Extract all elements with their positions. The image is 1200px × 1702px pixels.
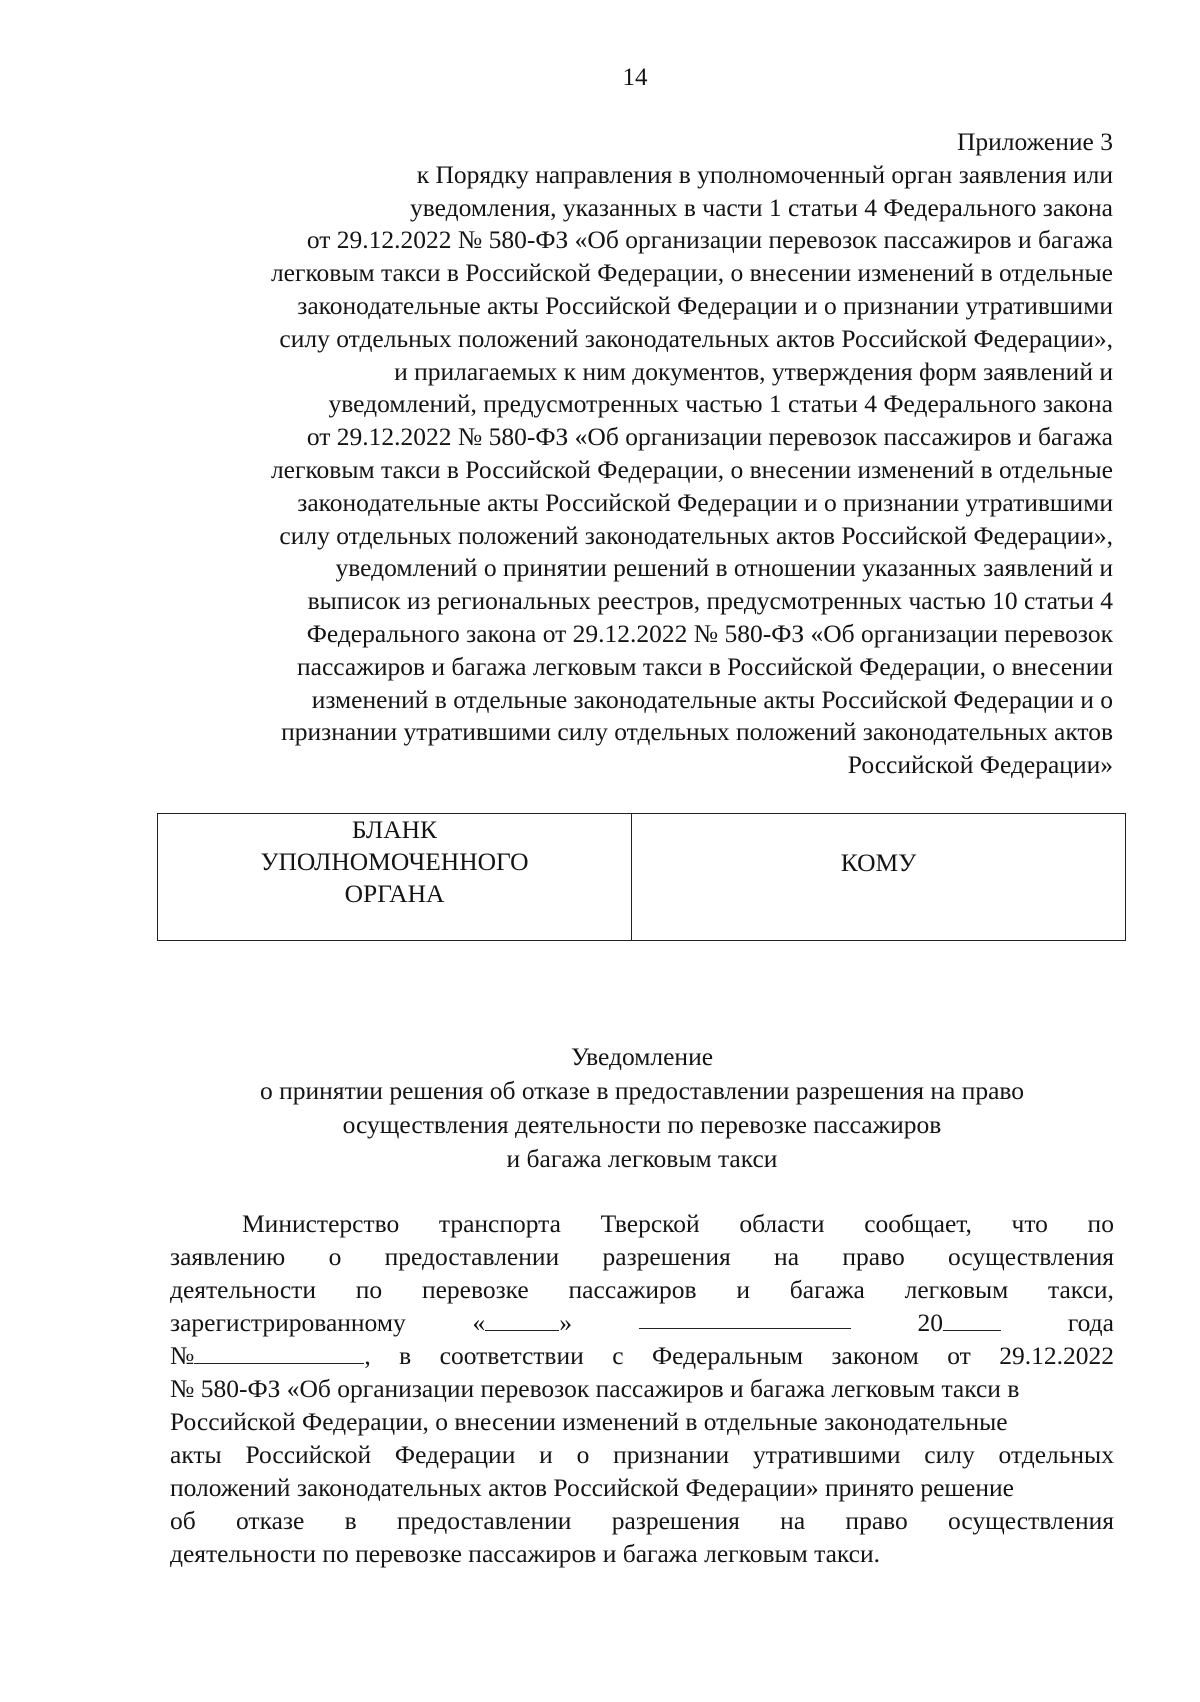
word: по bbox=[1087, 1209, 1114, 1238]
day-blank[interactable] bbox=[485, 1308, 559, 1331]
appendix-line: силу отдельных положений законодательных актов Российской Федерации», bbox=[279, 323, 1113, 353]
body-line bbox=[170, 1504, 1114, 1537]
word: утратившими bbox=[752, 1440, 901, 1469]
word: с bbox=[612, 1341, 624, 1370]
body-paragraph bbox=[170, 1207, 1114, 1570]
word: зарегистрированному bbox=[170, 1308, 406, 1337]
word: перевозке bbox=[421, 1275, 529, 1304]
word: багажа bbox=[789, 1275, 865, 1304]
document-title bbox=[0, 1040, 1200, 1176]
appendix-line: от 29.12.2022 № 580-ФЗ «Об организации перевозок пассажиров и багажа bbox=[306, 225, 1113, 255]
word: осуществления bbox=[948, 1506, 1114, 1535]
word: отдельных bbox=[998, 1440, 1114, 1469]
word: области bbox=[739, 1209, 825, 1238]
year-blank[interactable] bbox=[943, 1308, 1001, 1331]
word: и bbox=[736, 1275, 751, 1304]
word: сообщает, bbox=[864, 1209, 972, 1238]
line-text: положений законодательных актов Российской Федерации» принято решение bbox=[170, 1473, 1014, 1502]
word: такси, bbox=[1048, 1275, 1114, 1304]
appendix-line: от 29.12.2022 № 580-ФЗ «Об организации перевозок пассажиров и багажа bbox=[306, 422, 1113, 452]
number-sign: № bbox=[170, 1341, 195, 1370]
word: право bbox=[845, 1506, 908, 1535]
word: в bbox=[344, 1506, 357, 1535]
appendix-line: легковым такси в Российской Федерации, о внесении изменений в отдельные bbox=[270, 258, 1113, 288]
appendix-line: уведомления, указанных в части 1 статьи 4 Федерального закона bbox=[410, 192, 1113, 222]
word: от bbox=[947, 1341, 971, 1370]
year-prefix: 20 bbox=[917, 1308, 944, 1337]
appendix-line: Российской Федерации» bbox=[847, 750, 1113, 780]
word: разрешения bbox=[602, 1242, 731, 1271]
word: Тверской bbox=[600, 1209, 700, 1238]
page-number: 14 bbox=[622, 64, 648, 91]
title-line: Уведомление bbox=[570, 1042, 714, 1071]
appendix-line: силу отдельных положений законодательных актов Российской Федерации», bbox=[279, 520, 1113, 550]
word: транспорта bbox=[438, 1209, 561, 1238]
body-line bbox=[170, 1273, 1114, 1306]
body-line bbox=[170, 1471, 1114, 1504]
appendix-line: к Порядку направления в уполномоченный орган заявления или bbox=[416, 159, 1113, 189]
word: силу bbox=[924, 1440, 975, 1469]
appendix-line: уведомлений, предусмотренных частью 1 статьи 4 Федерального закона bbox=[328, 389, 1113, 419]
word: Российской bbox=[245, 1440, 372, 1469]
word: в bbox=[399, 1341, 412, 1370]
word: года bbox=[1067, 1308, 1114, 1337]
open-quote: « bbox=[472, 1308, 486, 1337]
word: законом bbox=[831, 1341, 919, 1370]
body-line bbox=[170, 1207, 1114, 1240]
appendix-header bbox=[113, 126, 1113, 782]
day-field[interactable] bbox=[472, 1306, 572, 1339]
body-line-number bbox=[170, 1339, 1114, 1372]
appendix-line: признании утратившими силу отдельных положений законодательных актов bbox=[281, 717, 1113, 747]
word: Федеральным bbox=[652, 1341, 803, 1370]
header-table bbox=[157, 813, 1126, 941]
appendix-line: Федерального закона от 29.12.2022 № 580-ФЗ «Об организации перевозок bbox=[306, 618, 1113, 648]
year-field[interactable] bbox=[918, 1306, 1002, 1339]
close-quote: » bbox=[559, 1308, 572, 1337]
line-text: Российской Федерации, о внесении изменений в отдельные законодательные bbox=[170, 1407, 1008, 1436]
word: на bbox=[774, 1242, 800, 1271]
word: Министерство bbox=[242, 1209, 400, 1238]
body-line bbox=[170, 1405, 1114, 1438]
line-text: № 580-ФЗ «Об организации перевозок пассажиров и багажа легковым такси в bbox=[170, 1374, 1020, 1403]
appendix-line: пассажиров и багажа легковым такси в Российской Федерации, о внесении bbox=[297, 651, 1113, 681]
appendix-line: Приложение 3 bbox=[957, 127, 1113, 156]
word: об bbox=[170, 1506, 196, 1535]
word: 29.12.2022 bbox=[999, 1341, 1114, 1370]
appendix-line: изменений в отдельные законодательные акты Российской Федерации и о bbox=[311, 684, 1113, 714]
word: по bbox=[355, 1275, 383, 1304]
appendix-line: выписок из региональных реестров, предусмотренных частью 10 статьи 4 bbox=[307, 586, 1113, 616]
word: заявлению bbox=[170, 1242, 286, 1271]
word: пассажиров bbox=[568, 1275, 697, 1304]
appendix-line: законодательные акты Российской Федерации и о признании утратившими bbox=[297, 487, 1113, 517]
word: деятельности bbox=[170, 1275, 316, 1304]
month-blank[interactable] bbox=[639, 1306, 851, 1329]
body-line-registration bbox=[170, 1306, 1114, 1339]
authority-blank-cell bbox=[158, 814, 632, 940]
authority-blank-line: ОРГАНА bbox=[344, 879, 445, 908]
appendix-line: легковым такси в Российской Федерации, о внесении изменений в отдельные bbox=[270, 454, 1113, 484]
word: предоставлении bbox=[396, 1506, 572, 1535]
body-line bbox=[170, 1438, 1114, 1471]
authority-blank-line: БЛАНК bbox=[351, 815, 438, 844]
word: что bbox=[1011, 1209, 1048, 1238]
word: осуществления bbox=[948, 1242, 1114, 1271]
title-line: и багажа легковым такси bbox=[506, 1144, 778, 1173]
word: предоставлении bbox=[384, 1242, 560, 1271]
recipient-cell: КОМУ bbox=[840, 848, 917, 877]
word: легковым bbox=[904, 1275, 1009, 1304]
appendix-line: законодательные акты Российской Федерации и о признании утратившими bbox=[297, 290, 1113, 320]
word: и bbox=[539, 1440, 553, 1469]
word: акты bbox=[170, 1440, 222, 1469]
word: соответствии bbox=[439, 1341, 584, 1370]
title-line: о принятии решения об отказе в предоставлении разрешения на право bbox=[259, 1076, 1025, 1105]
appendix-line: уведомлений о принятии решений в отношении указанных заявлений и bbox=[335, 553, 1113, 583]
word: Федерации bbox=[394, 1440, 516, 1469]
word: право bbox=[842, 1242, 905, 1271]
word: отказе bbox=[236, 1506, 305, 1535]
number-field[interactable]: № , bbox=[170, 1341, 371, 1370]
word: о bbox=[576, 1440, 590, 1469]
word: признании bbox=[613, 1440, 730, 1469]
authority-blank-line: УПОЛНОМОЧЕННОГО bbox=[260, 847, 529, 876]
body-line bbox=[170, 1240, 1114, 1273]
appendix-line: и прилагаемых к ним документов, утверждения форм заявлений и bbox=[394, 356, 1113, 386]
word: на bbox=[780, 1506, 806, 1535]
body-line bbox=[170, 1537, 1114, 1570]
word: о bbox=[328, 1242, 342, 1271]
number-blank[interactable] bbox=[194, 1341, 364, 1364]
line-text: деятельности по перевозке пассажиров и багажа легковым такси. bbox=[170, 1539, 881, 1568]
body-line bbox=[170, 1372, 1114, 1405]
word: разрешения bbox=[611, 1506, 740, 1535]
title-line: осуществления деятельности по перевозке пассажиров bbox=[342, 1110, 942, 1139]
